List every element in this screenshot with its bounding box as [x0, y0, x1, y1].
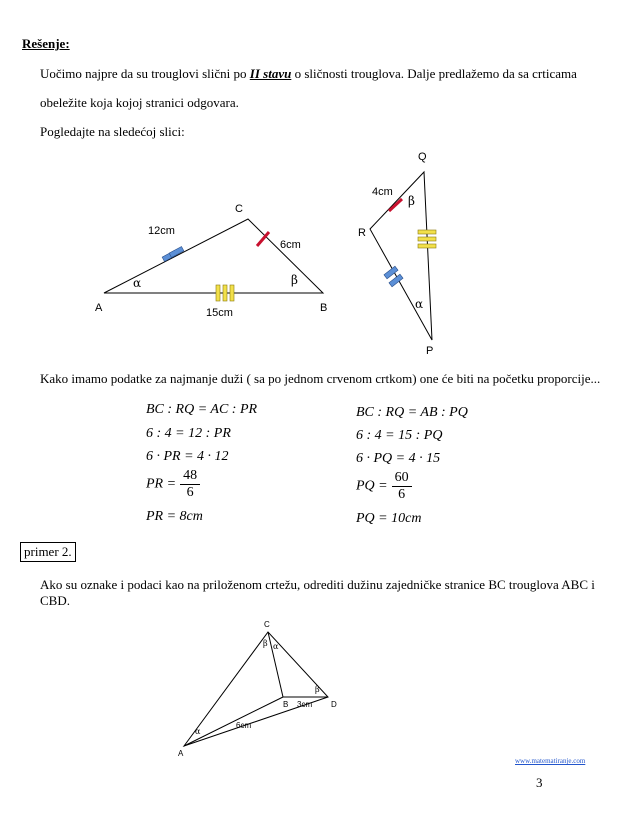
- yellow-mark-qp: [418, 230, 436, 248]
- example-text-line-1: Ako su oznake i podaci kao na priloženom crtežu, odrediti dužinu zajedničke stranice BC trouglova ABC i: [40, 577, 595, 592]
- vertex-a-label: A: [95, 302, 103, 314]
- example-text-line-2: CBD.: [40, 593, 70, 608]
- fig2-angle-alpha-c: α: [273, 642, 279, 651]
- example-label-box: primer 2.: [20, 542, 76, 562]
- eq-right-4: [356, 470, 412, 503]
- side-ac-label: 12cm: [148, 225, 175, 237]
- segment-ab: [184, 697, 283, 746]
- eq-left-1: BC : RQ = AC : PR: [146, 402, 258, 417]
- angle-beta-q: β: [408, 194, 415, 208]
- vertex-r-label: R: [358, 227, 366, 239]
- proportion-text: Kako imamo podatke za najmanje duži ( sa po jednom crvenom crtkom) one će biti na početku proporcije...: [40, 371, 601, 386]
- red-mark-rq: [389, 199, 402, 211]
- eq-right-4-numerator: 60: [392, 470, 412, 487]
- eq-right-4-fraction: [392, 470, 412, 503]
- fig2-angle-beta-c: β: [263, 639, 268, 648]
- fig2-vertex-a: A: [178, 749, 184, 758]
- fig2-angle-beta-d: β: [315, 685, 320, 694]
- eq-right-2: 6 : 4 = 15 : PQ: [356, 428, 443, 443]
- yellow-mark-ab: [216, 285, 234, 301]
- angle-alpha-p: α: [415, 297, 424, 311]
- fig2-side-bd: 3cm: [297, 700, 313, 709]
- eq-right-4-denominator: 6: [398, 487, 406, 502]
- solution-heading: Rešenje:: [22, 36, 70, 51]
- angle-beta-b: β: [291, 273, 298, 287]
- eq-right-5: PQ = 10cm: [356, 511, 422, 526]
- vertex-c-label: C: [235, 203, 243, 215]
- intro-line-2: obeležite koja kojoj stranici odgovara.: [40, 95, 239, 110]
- eq-left-5: PR = 8cm: [146, 509, 203, 524]
- fig2-vertex-b: B: [283, 700, 289, 709]
- side-rq-label: 4cm: [372, 186, 393, 198]
- vertex-q-label: Q: [418, 151, 427, 163]
- eq-right-4-lhs: PQ =: [356, 478, 388, 494]
- eq-left-3: 6 · PR = 4 · 12: [146, 449, 229, 464]
- vertex-p-label: P: [426, 345, 434, 357]
- fig2-side-ab: 6cm: [236, 721, 252, 730]
- eq-left-4-numerator: 48: [180, 468, 200, 485]
- eq-left-4-fraction: [180, 468, 200, 501]
- intro-line-1-bold: II stavu: [249, 66, 292, 81]
- angle-alpha-a: α: [133, 276, 142, 290]
- eq-right-3: 6 · PQ = 4 · 15: [356, 451, 441, 466]
- eq-right-1: BC : RQ = AB : PQ: [356, 405, 468, 420]
- eq-left-4-denominator: 6: [186, 485, 194, 500]
- outer-triangle-acd: [184, 632, 328, 746]
- page-number: 3: [536, 775, 543, 790]
- eq-left-2: 6 : 4 = 12 : PR: [146, 426, 231, 441]
- fig2-angle-alpha-a: α: [195, 727, 201, 736]
- eq-left-4-lhs: PR =: [146, 476, 177, 492]
- similar-triangles-figure: [0, 0, 638, 370]
- intro-line-1-before: Uočimo najpre da su trouglovi slični po: [40, 66, 250, 81]
- fig2-vertex-c: C: [264, 620, 270, 629]
- side-bc-label: 6cm: [280, 239, 301, 251]
- triangle-abcd-figure: [0, 600, 638, 760]
- intro-line-3: Pogledajte na sledećoj slici:: [40, 124, 185, 139]
- eq-left-4: [146, 468, 200, 501]
- intro-line-1-after: o sličnosti trouglova. Dalje predlažemo da sa crticama: [291, 66, 577, 81]
- side-ab-label: 15cm: [206, 307, 233, 319]
- website-link[interactable]: www.matematiranje.com: [515, 757, 586, 765]
- fig2-vertex-d: D: [331, 700, 337, 709]
- vertex-b-label: B: [320, 302, 328, 314]
